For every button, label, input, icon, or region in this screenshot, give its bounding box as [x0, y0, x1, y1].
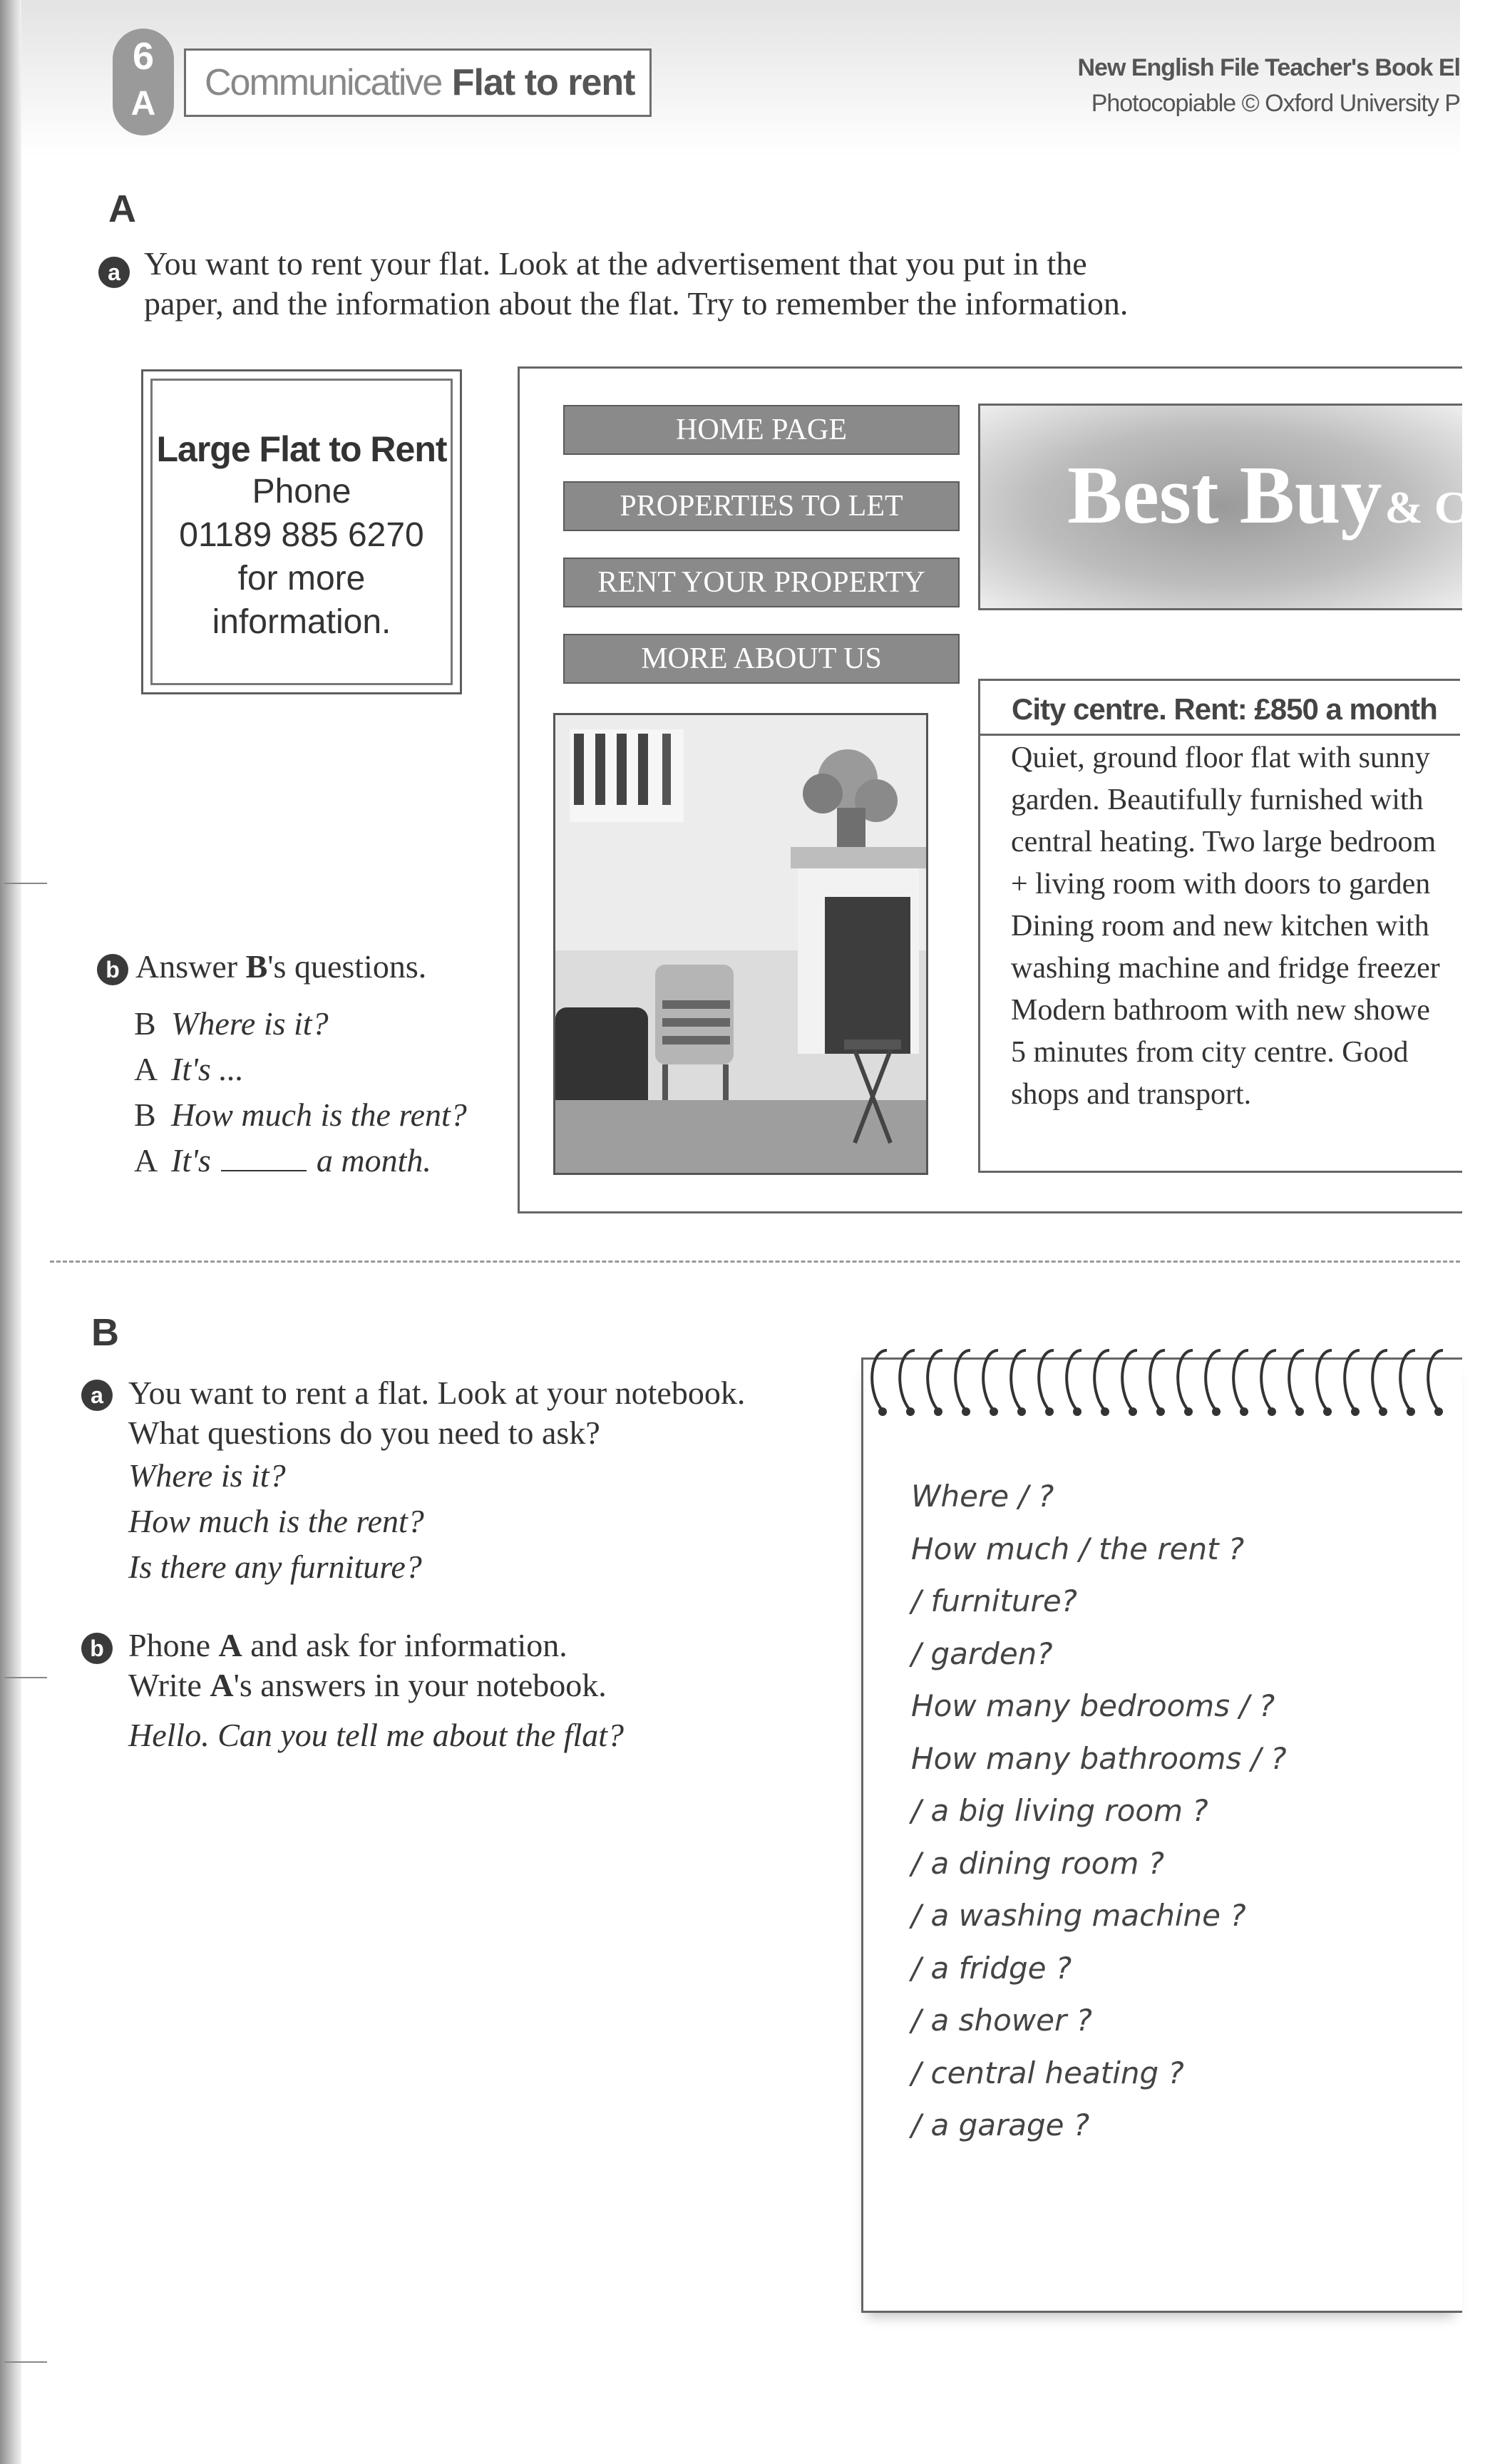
- nav-properties-to-let[interactable]: PROPERTIES TO LET: [563, 481, 960, 531]
- instruction-line: You want to rent your flat. Look at the advertisement that you put in the: [144, 245, 1087, 282]
- notebook-item: / a big living room ?: [911, 1793, 1208, 1828]
- spiral-hole: [1351, 1407, 1360, 1416]
- notebook-item: / garden?: [911, 1636, 1053, 1671]
- spiral-hole: [1407, 1407, 1415, 1416]
- book-info: [1078, 50, 1461, 121]
- task-a-bullet: a: [81, 1380, 113, 1411]
- prompt-text: Answer: [135, 948, 246, 985]
- notebook-item: How much / the rent ?: [911, 1531, 1245, 1566]
- dialogue-line: [134, 1001, 467, 1047]
- example-question: How much is the rent?: [128, 1503, 424, 1539]
- spiral-ring: [1372, 1350, 1387, 1409]
- spiral-ring: [1178, 1350, 1193, 1409]
- speaker: A: [134, 1051, 158, 1087]
- answer-blank: [221, 1170, 307, 1171]
- spiral-hole: [1184, 1407, 1193, 1416]
- notebook-item: / a fridge ?: [911, 1950, 1072, 1986]
- unit-number: 6: [132, 35, 155, 78]
- dialogue-line: [134, 1047, 467, 1092]
- section-b-letter: B: [91, 1311, 119, 1354]
- spiral-hole: [1379, 1407, 1387, 1416]
- notebook-item: / a shower ?: [911, 2003, 1092, 2038]
- dialogue-text: Where is it?: [171, 1005, 329, 1042]
- description-line: washing machine and fridge freezer: [1011, 952, 1440, 985]
- instruction-text: 's answers in your notebook.: [233, 1667, 607, 1703]
- speaker: B: [134, 1097, 156, 1133]
- description-line: Quiet, ground floor flat with sunny: [1011, 741, 1430, 774]
- task-a-bullet: a: [98, 257, 130, 288]
- notebook-spiral-binding: [860, 1340, 1460, 1433]
- notebook-item: / a washing machine ?: [911, 1898, 1246, 1933]
- spiral-ring: [1289, 1350, 1304, 1409]
- section-a-letter: A: [108, 188, 136, 230]
- spiral-ring: [872, 1350, 887, 1409]
- dialogue-text: It's ...: [171, 1051, 244, 1087]
- notebook-item: / a dining room ?: [911, 1845, 1165, 1881]
- description-line: central heating. Two large bedroom: [1011, 826, 1437, 858]
- task-b-bullet: b: [97, 954, 128, 985]
- instruction-line: What questions do you need to ask?: [128, 1415, 600, 1451]
- property-heading: City centre. Rent: £850 a month: [978, 679, 1460, 736]
- spiral-ring: [1067, 1350, 1081, 1409]
- task-b-bullet: b: [81, 1633, 113, 1664]
- spiral-hole: [990, 1407, 998, 1416]
- instruction-speaker: A: [210, 1667, 234, 1703]
- page-binding-shadow: [0, 0, 21, 2464]
- notebook-item: Where / ?: [911, 1479, 1054, 1514]
- spiral-ring: [1428, 1350, 1443, 1409]
- dialogue-text: a month.: [316, 1142, 431, 1179]
- advert-title: Large Flat to Rent: [156, 429, 447, 469]
- cut-line-divider: [50, 1261, 1460, 1263]
- spiral-ring: [1206, 1350, 1221, 1409]
- example-phrase: Hello. Can you tell me about the flat?: [128, 1717, 625, 1753]
- spiral-ring: [1094, 1350, 1109, 1409]
- speaker: B: [134, 1005, 156, 1042]
- advert-line: Phone: [252, 473, 351, 510]
- dialogue: [134, 1001, 467, 1184]
- company-logo: [1067, 448, 1490, 543]
- worksheet-title: Flat to rent: [451, 62, 635, 103]
- spiral-ring: [1317, 1350, 1332, 1409]
- notebook-item: / furniture?: [911, 1583, 1077, 1618]
- prompt-speaker: B: [245, 948, 268, 985]
- notebook-question-list: [911, 1470, 1287, 2152]
- task-b-phone-instructions: [128, 1626, 624, 1755]
- spiral-ring: [900, 1350, 915, 1409]
- advert-line: information.: [212, 603, 391, 641]
- dialogue-text: It's: [171, 1142, 211, 1179]
- example-question: Where is it?: [128, 1457, 286, 1494]
- spiral-hole: [1045, 1407, 1054, 1416]
- logo-main-text: Best Buy: [1067, 450, 1382, 541]
- nav-more-about-us[interactable]: MORE ABOUT US: [563, 634, 960, 684]
- spiral-ring: [1261, 1350, 1276, 1409]
- spiral-ring: [1345, 1350, 1360, 1409]
- instruction-text: Phone: [128, 1627, 219, 1663]
- instruction-line: [128, 1665, 624, 1705]
- description-line: + living room with doors to garden: [1011, 868, 1431, 900]
- description-line: garden. Beautifully furnished with: [1011, 784, 1424, 816]
- margin-mark: [4, 1677, 47, 1678]
- instruction-line: [128, 1626, 624, 1665]
- prompt-text: 's questions.: [267, 948, 427, 985]
- description-line: Modern bathroom with new showe: [1011, 994, 1430, 1027]
- spiral-hole: [1268, 1407, 1276, 1416]
- living-room-photo: [553, 713, 928, 1175]
- notebook-item: / a garage ?: [911, 2108, 1090, 2142]
- nav-home-page[interactable]: HOME PAGE: [563, 405, 960, 455]
- description-line: 5 minutes from city centre. Good: [1011, 1036, 1409, 1069]
- spiral-hole: [962, 1407, 970, 1416]
- spiral-hole: [906, 1407, 915, 1416]
- copyright-line: Photocopiable © Oxford University P: [1091, 90, 1460, 117]
- instruction-text: Write: [128, 1667, 210, 1703]
- spiral-ring: [1122, 1350, 1137, 1409]
- dialogue-line: [134, 1092, 467, 1138]
- spiral-hole: [1017, 1407, 1026, 1416]
- instruction-line: You want to rent a flat. Look at your notebook.: [128, 1375, 746, 1411]
- spiral-ring: [983, 1350, 998, 1409]
- property-description: [1011, 737, 1467, 1116]
- notebook-item: / central heating ?: [911, 2055, 1184, 2090]
- description-line: shops and transport.: [1011, 1078, 1252, 1111]
- notebook-item: How many bathrooms / ?: [911, 1740, 1287, 1776]
- spiral-ring: [1150, 1350, 1165, 1409]
- spiral-ring: [1400, 1350, 1415, 1409]
- spiral-hole: [1323, 1407, 1332, 1416]
- spiral-hole: [1073, 1407, 1081, 1416]
- task-a-instructions: [144, 244, 1128, 324]
- spiral-ring: [928, 1350, 942, 1409]
- unit-badge: [113, 29, 174, 135]
- spiral-hole: [878, 1407, 887, 1416]
- description-line: Dining room and new kitchen with: [1011, 910, 1429, 943]
- spiral-hole: [1434, 1407, 1443, 1416]
- instruction-text: and ask for information.: [242, 1627, 567, 1663]
- instruction-line: paper, and the information about the flat. Try to remember the information.: [144, 285, 1129, 322]
- book-title: New English File Teacher's Book El: [1077, 54, 1460, 81]
- nav-rent-your-property[interactable]: RENT YOUR PROPERTY: [563, 558, 960, 607]
- newspaper-advert: [141, 369, 462, 694]
- spiral-hole: [1129, 1407, 1137, 1416]
- dialogue-text: How much is the rent?: [171, 1097, 467, 1133]
- advert-line: for more: [237, 560, 366, 597]
- margin-mark: [4, 883, 47, 884]
- example-question: Is there any furniture?: [128, 1549, 422, 1585]
- task-b-instructions: [128, 1373, 745, 1590]
- company-logo-banner: [978, 404, 1490, 610]
- spiral-hole: [1240, 1407, 1248, 1416]
- notebook-item: How many bedrooms / ?: [911, 1688, 1275, 1723]
- spiral-hole: [1156, 1407, 1165, 1416]
- spiral-ring: [1011, 1350, 1026, 1409]
- dialogue-line: [134, 1138, 467, 1184]
- worksheet-type: Communicative: [205, 62, 442, 103]
- instruction-speaker: A: [218, 1627, 242, 1663]
- spiral-ring: [1233, 1350, 1248, 1409]
- spiral-hole: [1295, 1407, 1304, 1416]
- logo-sub-text: & Co: [1384, 482, 1490, 533]
- speaker: A: [134, 1142, 158, 1179]
- spiral-hole: [1101, 1407, 1109, 1416]
- spiral-hole: [1212, 1407, 1221, 1416]
- task-b-prompt: [135, 947, 426, 987]
- spiral-hole: [934, 1407, 942, 1416]
- advert-phone: 01189 885 6270: [179, 516, 424, 554]
- spiral-ring: [1039, 1350, 1054, 1409]
- unit-letter: A: [130, 85, 156, 123]
- margin-mark: [4, 2361, 47, 2363]
- spiral-ring: [955, 1350, 970, 1409]
- worksheet-title-box: [184, 48, 652, 117]
